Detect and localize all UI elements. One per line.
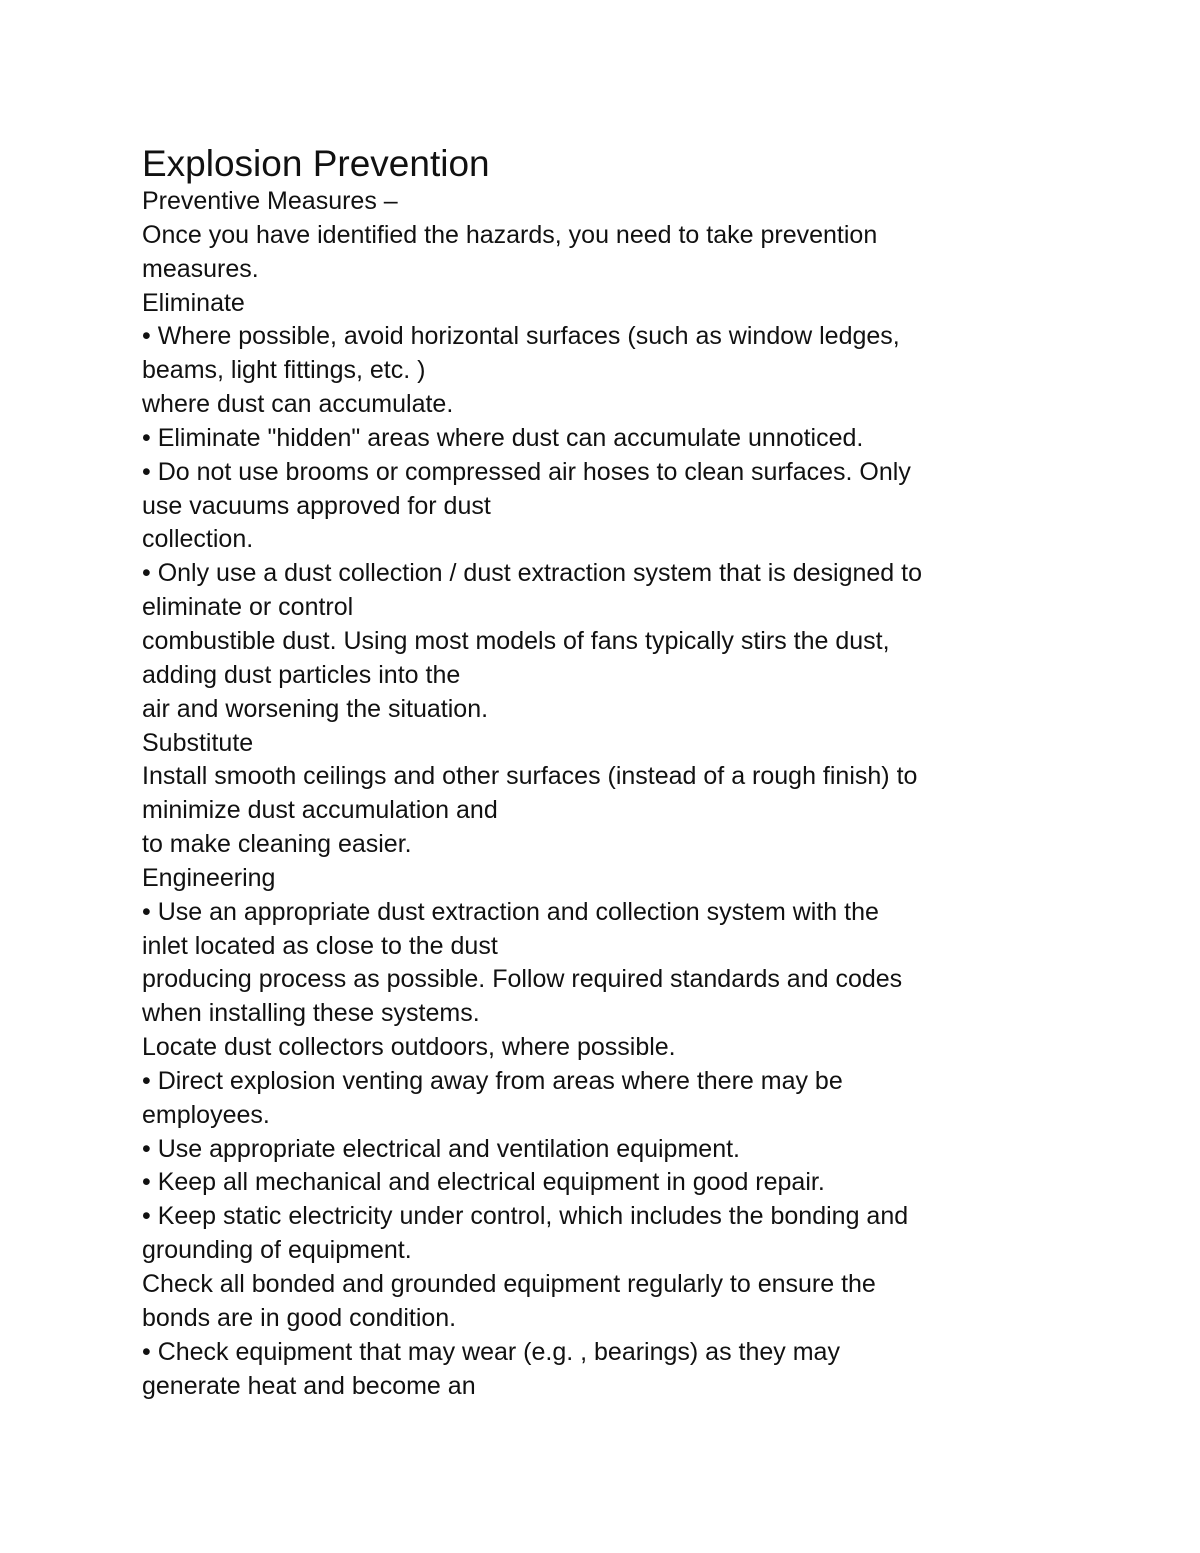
text-line: Once you have identified the hazards, you need to take prevention <box>142 220 878 249</box>
text-line: generate heat and become an <box>142 1371 476 1400</box>
bullet-line: • Check equipment that may wear (e.g. , bearings) as they may <box>142 1337 840 1366</box>
text-line: minimize dust accumulation and <box>142 796 498 825</box>
bullet-line: • Only use a dust collection / dust extraction system that is designed to <box>142 559 922 588</box>
bullet-line: • Use an appropriate dust extraction and collection system with the <box>142 897 879 926</box>
bullet-line: • Keep all mechanical and electrical equipment in good repair. <box>142 1168 825 1197</box>
text-line: employees. <box>142 1100 270 1129</box>
text-line: use vacuums approved for dust <box>142 491 491 520</box>
text-line: adding dust particles into the <box>142 660 461 689</box>
text-line: grounding of equipment. <box>142 1236 412 1265</box>
document-body <box>142 143 1102 1403</box>
text-line: to make cleaning easier. <box>142 830 412 859</box>
text-line: eliminate or control <box>142 593 354 622</box>
text-line: inlet located as close to the dust <box>142 931 498 960</box>
text-line: Preventive Measures – <box>142 187 398 215</box>
text-line: collection. <box>142 525 254 554</box>
text-line: producing process as possible. Follow required standards and codes <box>142 965 903 994</box>
text-line: where dust can accumulate. <box>142 390 454 419</box>
bullet-line: • Do not use brooms or compressed air hoses to clean surfaces. Only <box>142 457 911 486</box>
text-line: Check all bonded and grounded equipment regularly to ensure the <box>142 1270 876 1298</box>
text-line: Install smooth ceilings and other surfaces (instead of a rough finish) to <box>142 762 918 791</box>
text-line: measures. <box>142 254 259 283</box>
text-line: Locate dust collectors outdoors, where possible. <box>142 1033 676 1062</box>
section-heading-eliminate: Eliminate <box>142 288 245 317</box>
section-heading-engineering: Engineering <box>142 863 276 892</box>
section-heading-substitute: Substitute <box>142 728 254 757</box>
bullet-line: • Direct explosion venting away from areas where there may be <box>142 1066 843 1095</box>
bullet-line: • Keep static electricity under control, which includes the bonding and <box>142 1202 909 1231</box>
text-line: when installing these systems. <box>142 999 480 1028</box>
bullet-line: • Eliminate "hidden" areas where dust can accumulate unnoticed. <box>142 423 864 452</box>
bullet-line: • Use appropriate electrical and ventilation equipment. <box>142 1134 740 1163</box>
text-line: combustible dust. Using most models of fans typically stirs the dust, <box>142 626 890 655</box>
text-line: beams, light fittings, etc. ) <box>142 356 426 385</box>
document-title: Explosion Prevention <box>142 143 490 184</box>
bullet-line: • Where possible, avoid horizontal surfaces (such as window ledges, <box>142 322 900 351</box>
text-line: bonds are in good condition. <box>142 1303 457 1332</box>
text-line: air and worsening the situation. <box>142 694 489 723</box>
